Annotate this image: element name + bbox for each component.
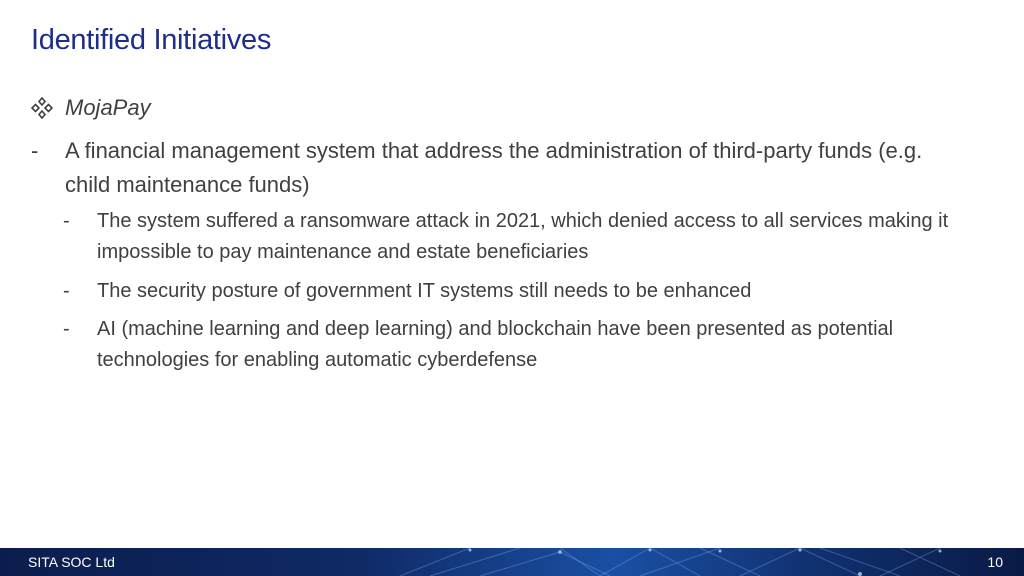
sub-bullet-marker: -: [63, 280, 70, 302]
four-diamond-bullet-icon: [31, 97, 53, 119]
bullet-text: A financial management system that address the administration of third-party funds (e.g. child maintenance funds): [65, 138, 923, 197]
footer-bar: [0, 548, 1024, 576]
sub-bullet-marker: -: [63, 210, 70, 232]
sub-bullet-text: AI (machine learning and deep learning) and blockchain have been presented as potential technologies for enabling automatic cyberdefense: [97, 318, 894, 371]
sub-bullet-text: The system suffered a ransomware attack in 2021, which denied access to all services making it impossible to pay maintenance and estate beneficiaries: [97, 210, 949, 263]
footer-organization: SITA SOC Ltd: [28, 554, 115, 570]
sub-bullet-item: [63, 276, 993, 307]
section-heading: [31, 94, 151, 122]
sub-bullet-marker: -: [63, 318, 70, 340]
sub-bullet-text: The security posture of government IT systems still needs to be enhanced: [97, 280, 752, 302]
page-number: 10: [987, 554, 1003, 570]
slide-title: Identified Initiatives: [31, 24, 272, 56]
bullet-marker: -: [31, 138, 39, 163]
sub-bullet-item: [63, 206, 993, 268]
sub-bullet-item: [63, 314, 993, 376]
bullet-item: [31, 134, 991, 202]
footer-network-pattern-icon: [0, 548, 1024, 576]
section-heading-text: MojaPay: [65, 95, 151, 120]
